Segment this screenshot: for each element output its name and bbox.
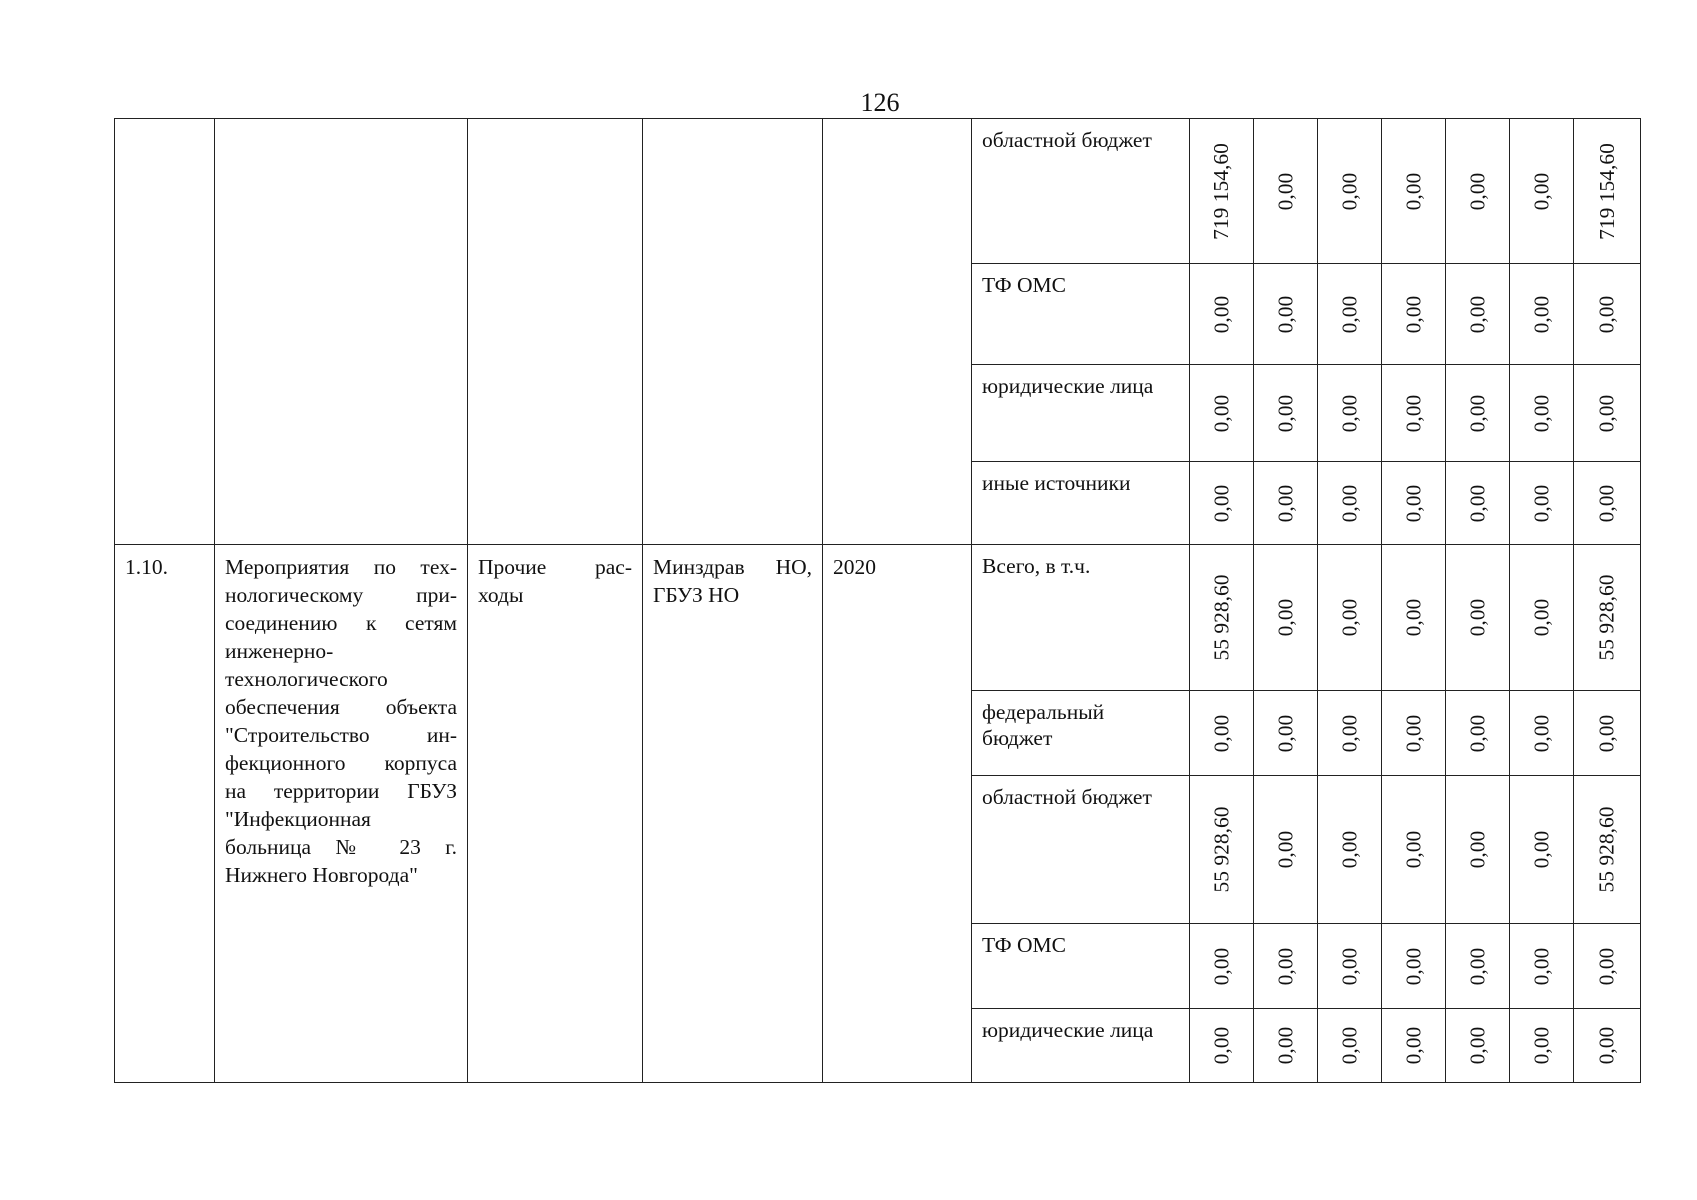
item-name-line: Мероприятия по тех-	[225, 555, 457, 579]
prev-row-3-value-2	[1254, 365, 1318, 462]
value-text: 0,00	[1401, 295, 1425, 333]
value-text: 0,00	[1273, 295, 1297, 333]
item-row-3-value-4	[1382, 776, 1446, 924]
item-row-3-value-3	[1318, 776, 1382, 924]
item-row-5-value-7	[1574, 1009, 1641, 1083]
value-text: 0,00	[1337, 172, 1361, 210]
item-row-5-value-3	[1318, 1009, 1382, 1083]
value-text: 0,00	[1337, 830, 1361, 869]
item-row-3-value-6	[1510, 776, 1574, 924]
funding-source	[972, 119, 1190, 264]
prev-row-3-value-6	[1510, 365, 1574, 462]
funding-source	[972, 924, 1190, 1009]
value-text: 0,00	[1273, 714, 1297, 752]
item-row-5-value-2	[1254, 1009, 1318, 1083]
value-text: 0,00	[1594, 714, 1619, 752]
prev-row-2-value-4	[1382, 264, 1446, 365]
item-row-2-value-2	[1254, 691, 1318, 776]
prev-row-3-value-1	[1190, 365, 1254, 462]
value-text: 0,00	[1465, 484, 1489, 522]
prev-row-2-value-6	[1510, 264, 1574, 365]
value-text: 0,00	[1209, 394, 1233, 432]
item-name-line: "Строительство ин-	[225, 723, 457, 747]
value-text: 0,00	[1209, 947, 1233, 985]
value-text: 0,00	[1465, 947, 1489, 985]
empty-cell	[215, 119, 468, 545]
item-name-line: фекционного корпуса	[225, 751, 457, 775]
item-name-line: "Инфекционная	[225, 807, 371, 831]
value-text: 55 928,60	[1209, 806, 1233, 893]
value-text: 0,00	[1273, 830, 1297, 869]
funding-source-label: иные источники	[982, 471, 1131, 495]
item-row-5-value-6	[1510, 1009, 1574, 1083]
value-text: 0,00	[1209, 295, 1233, 333]
item-row-2-value-4	[1382, 691, 1446, 776]
value-text: 0,00	[1273, 394, 1297, 432]
year	[823, 545, 972, 1083]
prev-row-2-value-3	[1318, 264, 1382, 365]
item-row-1-value-6	[1510, 545, 1574, 691]
item-name-line: инженерно-	[225, 639, 334, 663]
item-number	[115, 545, 215, 1083]
expense-type-line: ходы	[478, 583, 524, 607]
prev-row-4-value-3	[1318, 462, 1382, 545]
item-name-line: обеспечения объекта	[225, 695, 457, 719]
value-text: 0,00	[1401, 714, 1425, 752]
value-text: 0,00	[1337, 1026, 1361, 1065]
prev-row-2-value-5	[1446, 264, 1510, 365]
value-text: 0,00	[1529, 714, 1553, 752]
empty-cell	[643, 119, 823, 545]
item-row-3-value-7	[1574, 776, 1641, 924]
value-text: 0,00	[1529, 1026, 1553, 1065]
item-row-4-value-3	[1318, 924, 1382, 1009]
item-row-2-value-3	[1318, 691, 1382, 776]
item-name-line: на территории ГБУЗ	[225, 779, 457, 803]
prev-row-2-value-7	[1574, 264, 1641, 365]
value-text: 55 928,60	[1594, 806, 1619, 893]
prev-row-1-value-1	[1190, 119, 1254, 264]
value-text: 0,00	[1273, 172, 1297, 210]
value-text: 0,00	[1401, 1026, 1425, 1065]
empty-cell	[823, 119, 972, 545]
item-row-4-value-2	[1254, 924, 1318, 1009]
item-row-4-value-6	[1510, 924, 1574, 1009]
value-text: 0,00	[1273, 1026, 1297, 1065]
funding-source	[972, 545, 1190, 691]
empty-cell	[115, 119, 215, 545]
value-text: 0,00	[1529, 394, 1553, 432]
prev-row-4-value-7	[1574, 462, 1641, 545]
item-number-line: 1.10.	[125, 555, 168, 579]
funding-source	[972, 462, 1190, 545]
item-name-line: Нижнего Новгорода"	[225, 863, 418, 887]
item-row-1-value-2	[1254, 545, 1318, 691]
item-row-1-value-1	[1190, 545, 1254, 691]
prev-row-2-value-2	[1254, 264, 1318, 365]
value-text: 0,00	[1337, 714, 1361, 752]
item-row-5-value-5	[1446, 1009, 1510, 1083]
year-line: 2020	[833, 555, 876, 579]
value-text: 0,00	[1465, 598, 1489, 637]
prev-row-4-value-1	[1190, 462, 1254, 545]
item-row-1-value-7	[1574, 545, 1641, 691]
item-row-1-value-5	[1446, 545, 1510, 691]
value-text: 0,00	[1337, 947, 1361, 985]
value-text: 0,00	[1465, 172, 1489, 210]
value-text: 0,00	[1273, 484, 1297, 522]
value-text: 0,00	[1465, 394, 1489, 432]
prev-row-4-value-2	[1254, 462, 1318, 545]
item-row-2-value-7	[1574, 691, 1641, 776]
item-row-4-value-4	[1382, 924, 1446, 1009]
value-text: 0,00	[1337, 598, 1361, 637]
value-text: 0,00	[1529, 598, 1553, 637]
funding-source-label: юридические лица	[982, 1018, 1154, 1042]
value-text: 0,00	[1529, 830, 1553, 869]
prev-row-2-value-1	[1190, 264, 1254, 365]
value-text: 0,00	[1273, 947, 1297, 985]
funding-source-label: Всего, в т.ч.	[982, 554, 1091, 578]
prev-row-3-value-7	[1574, 365, 1641, 462]
prev-row-1-value-6	[1510, 119, 1574, 264]
funding-source-label: областной бюджет	[982, 128, 1152, 152]
value-text: 0,00	[1529, 947, 1553, 985]
value-text: 55 928,60	[1209, 574, 1233, 661]
funding-source-label: ТФ ОМС	[982, 933, 1067, 957]
prev-row-3-value-4	[1382, 365, 1446, 462]
value-text: 0,00	[1401, 394, 1425, 432]
funding-source-label: областной бюджет	[982, 785, 1152, 809]
prev-row-1-value-4	[1382, 119, 1446, 264]
value-text: 0,00	[1594, 295, 1619, 333]
value-text: 0,00	[1465, 830, 1489, 869]
value-text: 719 154,60	[1209, 142, 1233, 240]
item-name-line: больница № 23 г.	[225, 835, 457, 859]
table-row	[115, 545, 1641, 691]
item-row-5-value-1	[1190, 1009, 1254, 1083]
prev-row-3-value-3	[1318, 365, 1382, 462]
value-text: 0,00	[1401, 830, 1425, 869]
prev-row-1-value-3	[1318, 119, 1382, 264]
item-row-4-value-7	[1574, 924, 1641, 1009]
funding-source	[972, 264, 1190, 365]
funding-source-label: ТФ ОМС	[982, 273, 1067, 297]
prev-row-4-value-4	[1382, 462, 1446, 545]
item-row-3-value-5	[1446, 776, 1510, 924]
empty-cell	[468, 119, 643, 545]
funding-source	[972, 365, 1190, 462]
executor-line: Минздрав НО,	[653, 555, 812, 579]
value-text: 0,00	[1529, 172, 1553, 210]
value-text: 0,00	[1594, 947, 1619, 985]
value-text: 55 928,60	[1594, 574, 1619, 661]
value-text: 0,00	[1401, 598, 1425, 637]
funding-source-label: юридические лица	[982, 374, 1154, 398]
value-text: 719 154,60	[1594, 142, 1619, 240]
value-text: 0,00	[1209, 714, 1233, 752]
value-text: 0,00	[1337, 394, 1361, 432]
item-row-3-value-2	[1254, 776, 1318, 924]
financing-table	[114, 118, 1641, 1083]
item-row-2-value-1	[1190, 691, 1254, 776]
item-row-2-value-6	[1510, 691, 1574, 776]
expense-type-line: Прочие рас-	[478, 555, 632, 579]
executor	[643, 545, 823, 1083]
prev-row-4-value-5	[1446, 462, 1510, 545]
value-text: 0,00	[1529, 295, 1553, 333]
item-row-2-value-5	[1446, 691, 1510, 776]
funding-source-label: федеральный бюджет	[982, 700, 1105, 750]
item-row-4-value-1	[1190, 924, 1254, 1009]
funding-source	[972, 691, 1190, 776]
item-row-1-value-3	[1318, 545, 1382, 691]
value-text: 0,00	[1209, 484, 1233, 522]
item-row-4-value-5	[1446, 924, 1510, 1009]
prev-row-3-value-5	[1446, 365, 1510, 462]
value-text: 0,00	[1594, 394, 1619, 432]
page-number: 126	[860, 88, 900, 117]
item-name-line: технологического	[225, 667, 388, 691]
expense-type	[468, 545, 643, 1083]
item-name-line: соединению к сетям	[225, 611, 457, 635]
value-text: 0,00	[1337, 484, 1361, 522]
value-text: 0,00	[1529, 484, 1553, 522]
value-text: 0,00	[1401, 947, 1425, 985]
prev-row-4-value-6	[1510, 462, 1574, 545]
value-text: 0,00	[1273, 598, 1297, 637]
value-text: 0,00	[1401, 484, 1425, 522]
funding-source	[972, 1009, 1190, 1083]
item-row-1-value-4	[1382, 545, 1446, 691]
value-text: 0,00	[1594, 1026, 1619, 1065]
prev-row-1-value-7	[1574, 119, 1641, 264]
item-name	[215, 545, 468, 1083]
value-text: 0,00	[1465, 714, 1489, 752]
funding-source	[972, 776, 1190, 924]
item-name-line: нологическому при-	[225, 583, 457, 607]
value-text: 0,00	[1337, 295, 1361, 333]
value-text: 0,00	[1209, 1026, 1233, 1065]
value-text: 0,00	[1465, 295, 1489, 333]
executor-line: ГБУЗ НО	[653, 583, 740, 607]
prev-row-1-value-5	[1446, 119, 1510, 264]
value-text: 0,00	[1594, 484, 1619, 522]
prev-row-1-value-2	[1254, 119, 1318, 264]
value-text: 0,00	[1465, 1026, 1489, 1065]
value-text: 0,00	[1401, 172, 1425, 210]
table-row	[115, 119, 1641, 264]
item-row-3-value-1	[1190, 776, 1254, 924]
item-row-5-value-4	[1382, 1009, 1446, 1083]
